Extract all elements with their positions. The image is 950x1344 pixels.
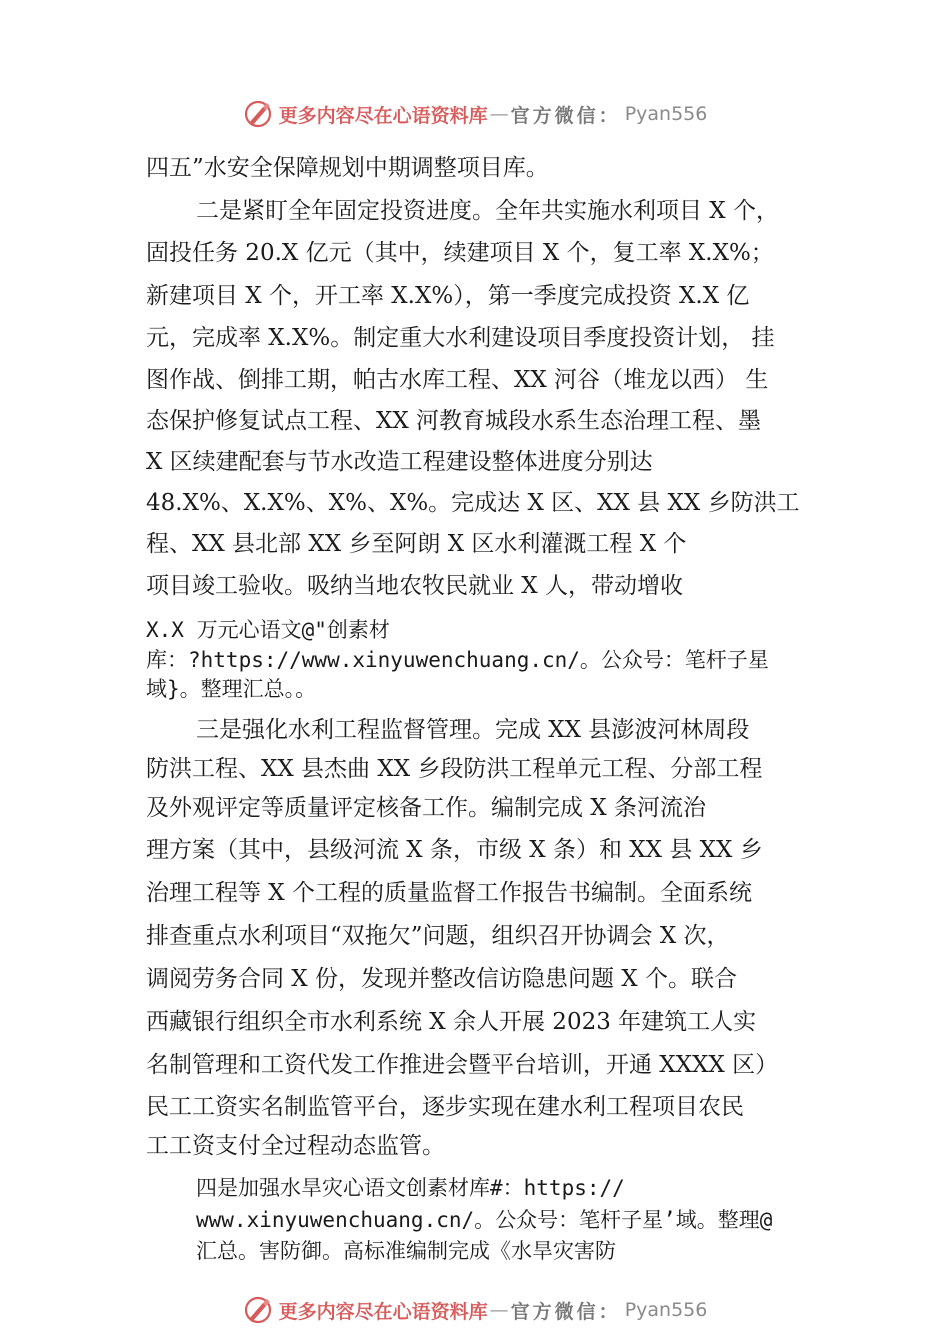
text-line: 及外观评定等质量评定核备工作。编制完成 X 条河流治 — [146, 795, 706, 821]
text-line: 名制管理和工资代发工作推进会暨平台培训，开通 XXXX 区） — [146, 1052, 779, 1078]
text-line: 理方案（其中，县级河流 X 条，市级 X 条）和 XX 县 XX 乡 — [146, 837, 763, 863]
text-line: 库：?https://www.xinyuwenchuang.cn/。公众号：笔杆子星 — [146, 648, 769, 672]
text-line: 汇总。害防御。高标准编制完成《水旱灾害防 — [196, 1239, 616, 1263]
text-line: 四是加强水旱灾心语文创素材库#：https:// — [196, 1176, 625, 1200]
text-line: 三是强化水利工程监督管理。完成 XX 县澎波河林周段 — [196, 717, 750, 743]
text-line: 西藏银行组织全市水利系统 X 余人开展 2023 年建筑工人实 — [146, 1009, 757, 1035]
banner-wechat-id: Pyan556 — [624, 1299, 708, 1321]
text-line: X 区续建配套与节水改造工程建设整体进度分别达 — [146, 449, 653, 475]
banner-dash: — — [489, 103, 509, 125]
text-line: 排查重点水利项目“双拖欠”问题，组织召开协调会 X 次， — [146, 923, 730, 949]
text-line: 域}。整理汇总。。 — [146, 677, 317, 701]
banner-wechat-id: Pyan556 — [624, 103, 708, 125]
text-line: 民工工资实名制监管平台，逐步实现在建水利工程项目农民 — [146, 1094, 744, 1120]
pen-logo-icon — [243, 99, 273, 129]
pen-logo-icon — [243, 1295, 273, 1325]
banner-subtitle: 官方微信： — [510, 104, 621, 127]
text-line: 项目竣工验收。吸纳当地农牧民就业 X 人，带动增收 — [146, 573, 683, 599]
watermark-banner-top — [0, 94, 950, 134]
text-line: 元，完成率 X.X%。制定重大水利建设项目季度投资计划， 挂 — [146, 325, 775, 351]
text-line: 治理工程等 X 个工程的质量监督工作报告书编制。全面系统 — [146, 880, 752, 906]
text-line: 新建项目 X 个，开工率 X.X%），第一季度完成投资 X.X 亿 — [146, 283, 750, 309]
watermark-banner-bottom — [0, 1290, 950, 1330]
text-line: 工工资支付全过程动态监管。 — [146, 1133, 445, 1159]
text-line: X.X 万元心语文@"创素材 — [146, 618, 390, 642]
text-line: 固投任务 20.X 亿元（其中，续建项目 X 个，复工率 X.X%； — [146, 240, 774, 266]
text-line: 二是紧盯全年固定投资进度。全年共实施水利项目 X 个， — [196, 198, 779, 224]
text-line: 四五”水安全保障规划中期调整项目库。 — [146, 155, 549, 181]
text-line: 48.X%、X.X%、X%、X%。完成达 X 区、XX 县 XX 乡防洪工 — [146, 490, 800, 516]
banner-title: 更多内容尽在心语资料库 — [278, 1300, 488, 1323]
banner-dash: — — [489, 1299, 509, 1321]
text-line: 防洪工程、XX 县杰曲 XX 乡段防洪工程单元工程、分部工程 — [146, 756, 763, 782]
banner-subtitle: 官方微信： — [510, 1300, 621, 1323]
text-line: 程、XX 县北部 XX 乡至阿朗 X 区水利灌溉工程 X 个 — [146, 531, 687, 557]
text-line: www.xinyuwenchuang.cn/。公众号：笔杆子星’域。整理@ — [196, 1208, 773, 1232]
text-line: 图作战、倒排工期，帕古水库工程、XX 河谷（堆龙以西） 生 — [146, 367, 769, 393]
text-line: 调阅劳务合同 X 份，发现并整改信访隐患问题 X 个。联合 — [146, 966, 737, 992]
text-line: 态保护修复试点工程、XX 河教育城段水系生态治理工程、墨 — [146, 408, 762, 434]
banner-title: 更多内容尽在心语资料库 — [278, 104, 488, 127]
